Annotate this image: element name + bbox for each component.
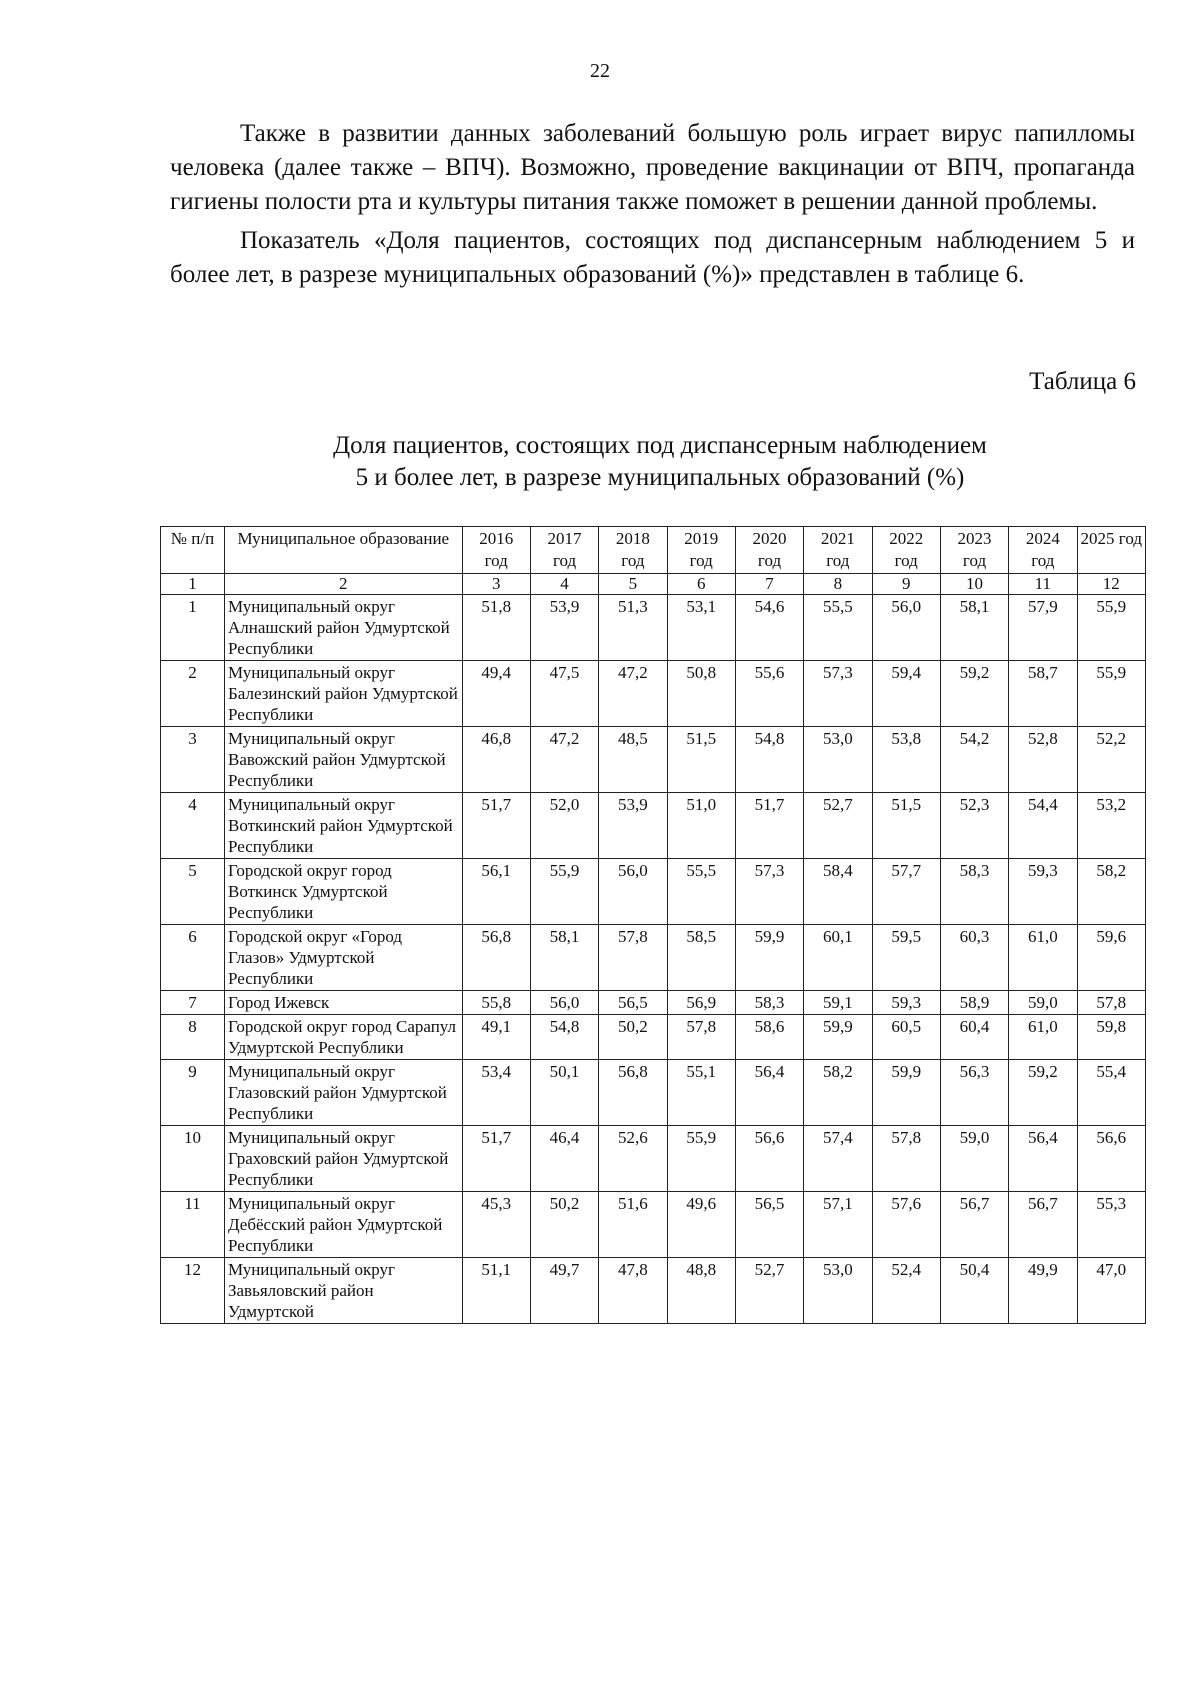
value-cell: 52,8 [1009, 727, 1077, 793]
value-cell: 59,1 [804, 991, 872, 1015]
value-cell: 60,5 [872, 1015, 940, 1060]
value-cell: 58,3 [940, 859, 1008, 925]
value-cell: 59,0 [940, 1126, 1008, 1192]
table-title [160, 430, 1160, 494]
value-cell: 49,9 [1009, 1258, 1077, 1324]
table-header-cell: 2021 год [804, 527, 872, 574]
table-column-index-row [161, 574, 1146, 595]
value-cell: 57,8 [872, 1126, 940, 1192]
row-number-cell: 10 [161, 1126, 225, 1192]
table-row [161, 1060, 1146, 1126]
value-cell: 50,2 [530, 1192, 598, 1258]
value-cell: 53,1 [667, 595, 735, 661]
column-index-cell: 4 [530, 574, 598, 595]
value-cell: 51,1 [462, 1258, 530, 1324]
column-index-cell: 11 [1009, 574, 1077, 595]
value-cell: 55,4 [1077, 1060, 1145, 1126]
value-cell: 51,7 [462, 1126, 530, 1192]
value-cell: 53,8 [872, 727, 940, 793]
body-text [170, 117, 1135, 297]
column-index-cell: 3 [462, 574, 530, 595]
value-cell: 50,2 [599, 1015, 667, 1060]
value-cell: 55,6 [735, 661, 803, 727]
table-header-cell: 2020 год [735, 527, 803, 574]
row-number-cell: 6 [161, 925, 225, 991]
value-cell: 52,2 [1077, 727, 1145, 793]
municipality-name-cell: Муниципальный округ Балезинский район Удмуртской Республики [225, 661, 463, 727]
table-header-cell: Муниципальное образование [225, 527, 463, 574]
value-cell: 55,8 [462, 991, 530, 1015]
table-row [161, 925, 1146, 991]
value-cell: 51,8 [462, 595, 530, 661]
table-title-line: Доля пациентов, состоящих под диспансерным наблюдением [333, 432, 987, 459]
table-header-cell: 2016 год [462, 527, 530, 574]
municipality-name-cell: Городской округ город Сарапул Удмуртской Республики [225, 1015, 463, 1060]
table-header-cell: 2025 год [1077, 527, 1145, 574]
value-cell: 51,6 [599, 1192, 667, 1258]
value-cell: 58,2 [1077, 859, 1145, 925]
value-cell: 47,2 [530, 727, 598, 793]
value-cell: 59,9 [804, 1015, 872, 1060]
table-row [161, 859, 1146, 925]
value-cell: 46,4 [530, 1126, 598, 1192]
value-cell: 59,5 [872, 925, 940, 991]
value-cell: 56,6 [735, 1126, 803, 1192]
value-cell: 58,1 [530, 925, 598, 991]
municipality-name-cell: Муниципальный округ Граховский район Удмуртской Республики [225, 1126, 463, 1192]
value-cell: 56,3 [940, 1060, 1008, 1126]
value-cell: 56,4 [735, 1060, 803, 1126]
value-cell: 56,1 [462, 859, 530, 925]
row-number-cell: 4 [161, 793, 225, 859]
municipality-name-cell: Муниципальный округ Алнашский район Удмуртской Республики [225, 595, 463, 661]
table-row [161, 1258, 1146, 1324]
value-cell: 51,7 [735, 793, 803, 859]
value-cell: 55,1 [667, 1060, 735, 1126]
value-cell: 60,1 [804, 925, 872, 991]
value-cell: 52,3 [940, 793, 1008, 859]
table-header-cell: 2018 год [599, 527, 667, 574]
value-cell: 56,8 [599, 1060, 667, 1126]
value-cell: 53,0 [804, 1258, 872, 1324]
value-cell: 47,8 [599, 1258, 667, 1324]
municipality-name-cell: Муниципальный округ Глазовский район Удмуртской Республики [225, 1060, 463, 1126]
table-header-cell: 2019 год [667, 527, 735, 574]
row-number-cell: 1 [161, 595, 225, 661]
value-cell: 57,9 [1009, 595, 1077, 661]
data-table [160, 526, 1146, 1324]
value-cell: 57,8 [1077, 991, 1145, 1015]
value-cell: 51,7 [462, 793, 530, 859]
value-cell: 58,3 [735, 991, 803, 1015]
municipality-name-cell: Городской округ «Город Глазов» Удмуртской Республики [225, 925, 463, 991]
table-header-cell: 2023 год [940, 527, 1008, 574]
value-cell: 56,7 [1009, 1192, 1077, 1258]
value-cell: 61,0 [1009, 1015, 1077, 1060]
value-cell: 58,9 [940, 991, 1008, 1015]
value-cell: 58,7 [1009, 661, 1077, 727]
value-cell: 59,6 [1077, 925, 1145, 991]
value-cell: 56,0 [599, 859, 667, 925]
value-cell: 51,5 [872, 793, 940, 859]
value-cell: 49,7 [530, 1258, 598, 1324]
value-cell: 48,8 [667, 1258, 735, 1324]
column-index-cell: 8 [804, 574, 872, 595]
value-cell: 59,9 [735, 925, 803, 991]
row-number-cell: 11 [161, 1192, 225, 1258]
value-cell: 57,7 [872, 859, 940, 925]
value-cell: 59,4 [872, 661, 940, 727]
column-index-cell: 5 [599, 574, 667, 595]
value-cell: 52,4 [872, 1258, 940, 1324]
municipality-name-cell: Город Ижевск [225, 991, 463, 1015]
value-cell: 54,2 [940, 727, 1008, 793]
value-cell: 54,4 [1009, 793, 1077, 859]
table-row [161, 793, 1146, 859]
value-cell: 58,5 [667, 925, 735, 991]
value-cell: 52,7 [804, 793, 872, 859]
value-cell: 54,6 [735, 595, 803, 661]
column-index-cell: 6 [667, 574, 735, 595]
value-cell: 55,3 [1077, 1192, 1145, 1258]
row-number-cell: 7 [161, 991, 225, 1015]
value-cell: 50,8 [667, 661, 735, 727]
value-cell: 53,4 [462, 1060, 530, 1126]
value-cell: 48,5 [599, 727, 667, 793]
value-cell: 59,2 [940, 661, 1008, 727]
value-cell: 56,7 [940, 1192, 1008, 1258]
value-cell: 50,4 [940, 1258, 1008, 1324]
value-cell: 46,8 [462, 727, 530, 793]
value-cell: 53,9 [599, 793, 667, 859]
value-cell: 59,3 [872, 991, 940, 1015]
table-header-cell: № п/п [161, 527, 225, 574]
value-cell: 60,3 [940, 925, 1008, 991]
table-body [161, 595, 1146, 1324]
value-cell: 56,4 [1009, 1126, 1077, 1192]
value-cell: 51,0 [667, 793, 735, 859]
value-cell: 47,0 [1077, 1258, 1145, 1324]
value-cell: 61,0 [1009, 925, 1077, 991]
value-cell: 57,6 [872, 1192, 940, 1258]
value-cell: 60,4 [940, 1015, 1008, 1060]
value-cell: 49,1 [462, 1015, 530, 1060]
value-cell: 57,4 [804, 1126, 872, 1192]
municipality-name-cell: Муниципальный округ Дебёсский район Удмуртской Республики [225, 1192, 463, 1258]
table-header-row [161, 527, 1146, 574]
value-cell: 56,6 [1077, 1126, 1145, 1192]
row-number-cell: 3 [161, 727, 225, 793]
value-cell: 56,0 [530, 991, 598, 1015]
table-row [161, 991, 1146, 1015]
municipality-name-cell: Муниципальный округ Вавожский район Удмуртской Республики [225, 727, 463, 793]
value-cell: 52,0 [530, 793, 598, 859]
municipality-name-cell: Муниципальный округ Воткинский район Удмуртской Республики [225, 793, 463, 859]
value-cell: 55,9 [530, 859, 598, 925]
municipality-name-cell: Муниципальный округ Завьяловский район Удмуртской [225, 1258, 463, 1324]
value-cell: 57,3 [804, 661, 872, 727]
value-cell: 53,0 [804, 727, 872, 793]
value-cell: 56,5 [735, 1192, 803, 1258]
value-cell: 49,4 [462, 661, 530, 727]
value-cell: 53,9 [530, 595, 598, 661]
value-cell: 50,1 [530, 1060, 598, 1126]
paragraph: Показатель «Доля пациентов, состоящих под диспансерным наблюдением 5 и более лет, в разрезе муниципальных образований (%)» представлен в таблице 6. [170, 227, 1135, 288]
value-cell: 58,2 [804, 1060, 872, 1126]
value-cell: 52,6 [599, 1126, 667, 1192]
value-cell: 55,5 [667, 859, 735, 925]
table-row [161, 1192, 1146, 1258]
value-cell: 58,1 [940, 595, 1008, 661]
table-header-cell: 2024 год [1009, 527, 1077, 574]
table-row [161, 595, 1146, 661]
value-cell: 53,2 [1077, 793, 1145, 859]
value-cell: 58,6 [735, 1015, 803, 1060]
table-label: Таблица 6 [1029, 368, 1136, 395]
value-cell: 52,7 [735, 1258, 803, 1324]
value-cell: 59,8 [1077, 1015, 1145, 1060]
value-cell: 56,9 [667, 991, 735, 1015]
value-cell: 49,6 [667, 1192, 735, 1258]
value-cell: 59,0 [1009, 991, 1077, 1015]
table-row [161, 1126, 1146, 1192]
value-cell: 59,3 [1009, 859, 1077, 925]
value-cell: 54,8 [530, 1015, 598, 1060]
paragraph: Также в развитии данных заболеваний большую роль играет вирус папилломы человека (далее также – ВПЧ). Возможно, проведение вакцинации от ВПЧ, пропаганда гигиены полости рта и культуры питания также поможет в решении данной проблемы. [170, 120, 1135, 215]
row-number-cell: 2 [161, 661, 225, 727]
table-row [161, 727, 1146, 793]
column-index-cell: 7 [735, 574, 803, 595]
table-header-cell: 2022 год [872, 527, 940, 574]
table-row [161, 1015, 1146, 1060]
value-cell: 57,8 [667, 1015, 735, 1060]
table-row [161, 661, 1146, 727]
row-number-cell: 9 [161, 1060, 225, 1126]
row-number-cell: 5 [161, 859, 225, 925]
table-title-line: 5 и более лет, в разрезе муниципальных образований (%) [355, 464, 965, 491]
value-cell: 55,9 [1077, 661, 1145, 727]
column-index-cell: 10 [940, 574, 1008, 595]
value-cell: 47,5 [530, 661, 598, 727]
municipality-name-cell: Городской округ город Воткинск Удмуртской Республики [225, 859, 463, 925]
value-cell: 56,5 [599, 991, 667, 1015]
page-number: 22 [590, 60, 610, 82]
value-cell: 59,9 [872, 1060, 940, 1126]
value-cell: 55,9 [667, 1126, 735, 1192]
column-index-cell: 2 [225, 574, 463, 595]
value-cell: 58,4 [804, 859, 872, 925]
value-cell: 57,8 [599, 925, 667, 991]
column-index-cell: 12 [1077, 574, 1145, 595]
value-cell: 51,5 [667, 727, 735, 793]
column-index-cell: 1 [161, 574, 225, 595]
column-index-cell: 9 [872, 574, 940, 595]
value-cell: 56,8 [462, 925, 530, 991]
value-cell: 47,2 [599, 661, 667, 727]
row-number-cell: 12 [161, 1258, 225, 1324]
value-cell: 51,3 [599, 595, 667, 661]
value-cell: 55,9 [1077, 595, 1145, 661]
value-cell: 55,5 [804, 595, 872, 661]
value-cell: 56,0 [872, 595, 940, 661]
row-number-cell: 8 [161, 1015, 225, 1060]
value-cell: 59,2 [1009, 1060, 1077, 1126]
value-cell: 57,3 [735, 859, 803, 925]
value-cell: 57,1 [804, 1192, 872, 1258]
value-cell: 45,3 [462, 1192, 530, 1258]
value-cell: 54,8 [735, 727, 803, 793]
table-header-cell: 2017 год [530, 527, 598, 574]
